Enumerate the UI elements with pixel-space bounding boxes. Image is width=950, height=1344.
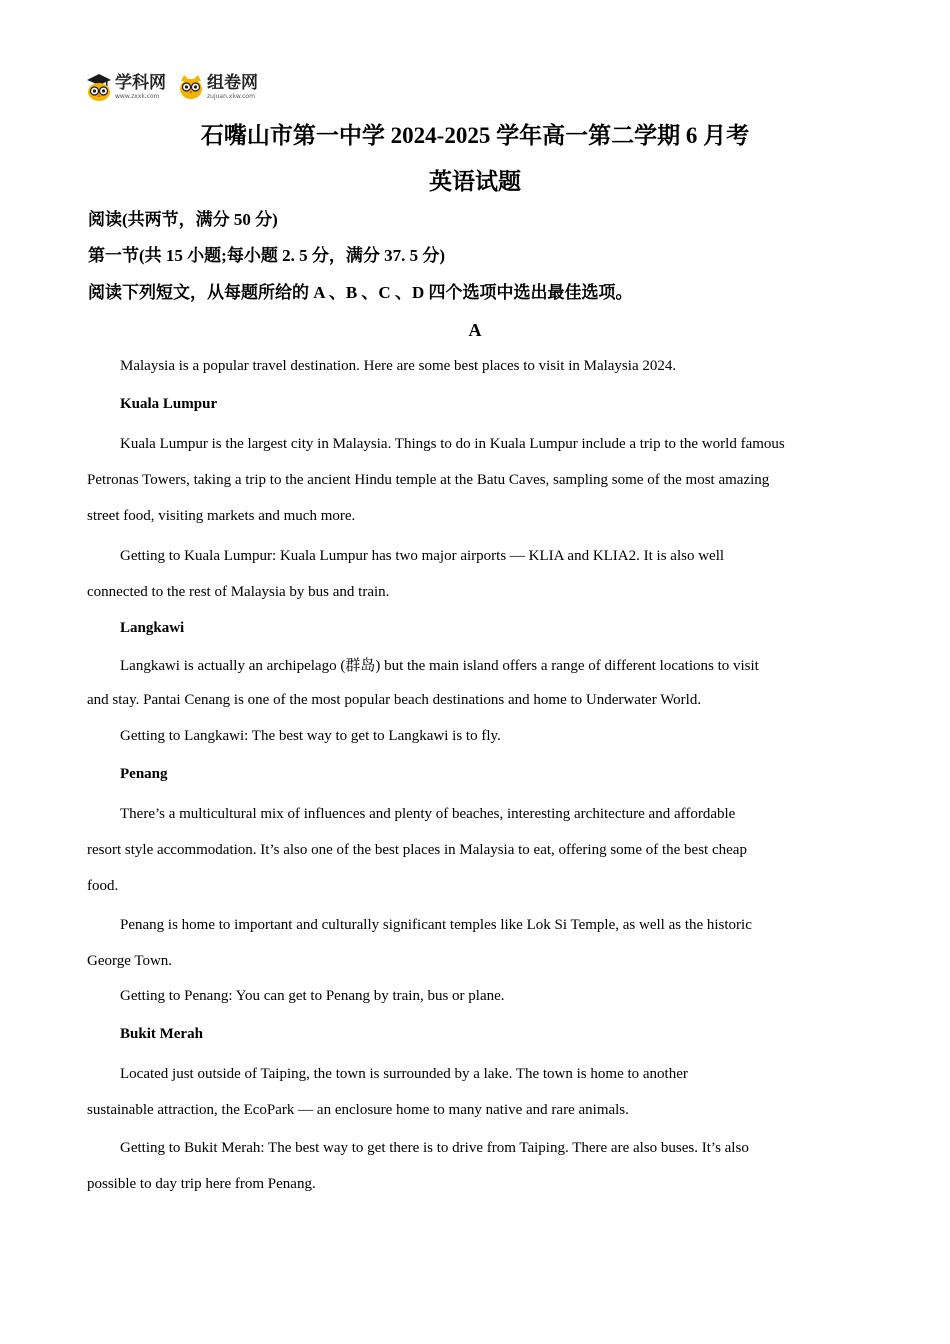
text-line: Langkawi is actually an archipelago (群岛) but the main island offers a range of different locations to visit bbox=[120, 658, 759, 674]
text-line: Getting to Bukit Merah: The best way to get there is to drive from Taiping. There are also buses. It’s also bbox=[120, 1140, 749, 1156]
text-line: Penang is home to important and culturally significant temples like Lok Si Temple, as well as the historic bbox=[120, 917, 752, 933]
text-line: and stay. Pantai Cenang is one of the most popular beach destinations and home to Underwater World. bbox=[87, 692, 702, 708]
text-line: food. bbox=[87, 878, 119, 894]
text-line: street food, visiting markets and much more. bbox=[87, 508, 356, 524]
instruction: 阅读下列短文，从每题所给的 A 、B 、C 、D 四个选项中选出最佳选项。 bbox=[88, 283, 633, 302]
text-line: There’s a multicultural mix of influences and plenty of beaches, interesting architecture and affordable bbox=[120, 806, 736, 822]
zxxk-logo-text: 学科网 bbox=[115, 72, 166, 93]
text-line: Getting to Langkawi: The best way to get to Langkawi is to fly. bbox=[120, 728, 501, 744]
heading-langkawi: Langkawi bbox=[120, 620, 185, 636]
zxxk-logo[interactable] bbox=[86, 72, 166, 102]
passage-letter: A bbox=[468, 320, 482, 340]
intro-line: Malaysia is a popular travel destination. Here are some best places to visit in Malaysia 2024. bbox=[120, 358, 677, 374]
heading-bukit-merah: Bukit Merah bbox=[120, 1026, 203, 1042]
text-line: Getting to Kuala Lumpur: Kuala Lumpur has two major airports — KLIA and KLIA2. It is also well bbox=[120, 548, 725, 564]
text-line: connected to the rest of Malaysia by bus and train. bbox=[87, 584, 390, 600]
text-line: resort style accommodation. It’s also one of the best places in Malaysia to eat, offering some of the best cheap bbox=[87, 842, 747, 858]
zxxk-logo-url: www.zxxk.com bbox=[115, 92, 160, 100]
heading-kuala-lumpur: Kuala Lumpur bbox=[120, 396, 218, 412]
text-line: Kuala Lumpur is the largest city in Malaysia. Things to do in Kuala Lumpur include a trip to the world famous bbox=[120, 436, 785, 452]
header-logos bbox=[86, 70, 258, 104]
section-reading: 阅读(共两节，满分 50 分) bbox=[88, 210, 278, 229]
text-line: Located just outside of Taiping, the town is surrounded by a lake. The town is home to another bbox=[120, 1066, 688, 1082]
text-line: possible to day trip here from Penang. bbox=[87, 1176, 316, 1192]
exam-title: 石嘴山市第一中学 2024-2025 学年高一第二学期 6 月考 bbox=[200, 123, 750, 148]
zujuan-logo[interactable] bbox=[178, 73, 258, 101]
exam-subject: 英语试题 bbox=[429, 169, 521, 194]
heading-penang: Penang bbox=[120, 766, 168, 782]
section-part1: 第一节(共 15 小题;每小题 2. 5 分，满分 37. 5 分) bbox=[88, 246, 445, 265]
zujuan-logo-text: 组卷网 bbox=[207, 72, 258, 93]
zujuan-logo-url: zujuan.xkw.com bbox=[207, 92, 255, 100]
owl-cap-icon bbox=[86, 72, 112, 102]
text-line: Petronas Towers, taking a trip to the ancient Hindu temple at the Batu Caves, sampling some of the most amazing bbox=[87, 472, 770, 488]
text-line: sustainable attraction, the EcoPark — an enclosure home to many native and rare animals. bbox=[87, 1102, 629, 1118]
text-line: George Town. bbox=[87, 953, 173, 969]
text-line: Getting to Penang: You can get to Penang by train, bus or plane. bbox=[120, 988, 505, 1004]
owl-icon bbox=[178, 73, 204, 101]
